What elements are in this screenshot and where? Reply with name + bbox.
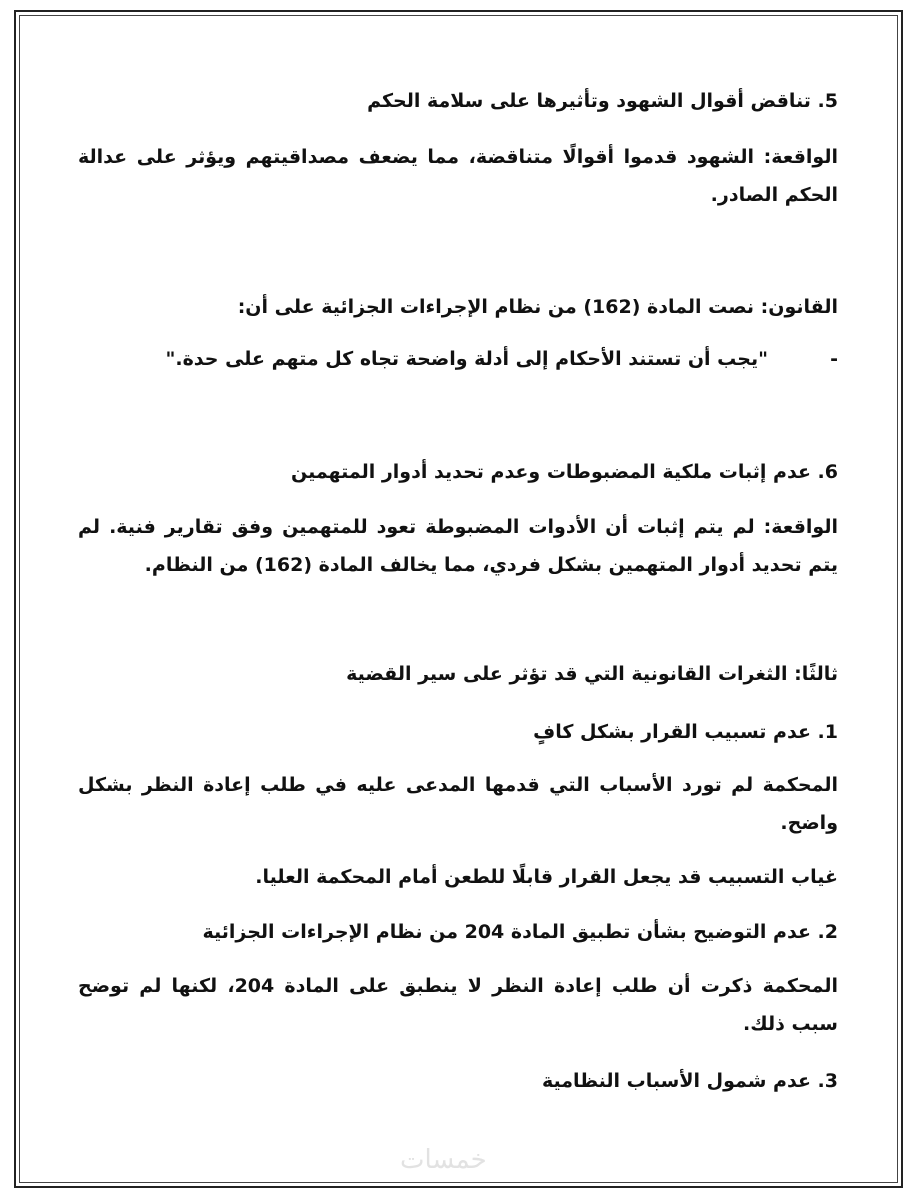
bullet-dash: - — [830, 348, 838, 370]
point-1-text: المحكمة لم تورد الأسباب التي قدمها المدعى عليه في طلب إعادة النظر بشكل واضح. — [78, 774, 838, 834]
section-5-heading: 5. تناقض أقوال الشهود وتأثيرها على سلامة الحكم — [367, 90, 838, 112]
section-6-heading: 6. عدم إثبات ملكية المضبوطات وعدم تحديد أدوار المتهمين — [290, 461, 838, 483]
point-3-heading: 3. عدم شمول الأسباب النظامية — [541, 1070, 838, 1092]
point-1-heading: 1. عدم تسبيب القرار بشكل كافٍ — [533, 721, 838, 743]
section-6-fact: الواقعة: لم يتم إثبات أن الأدوات المضبوطة تعود للمتهمين وفق تقارير فنية. لم يتم تحديد أدوار المتهمين بشكل فردي، مما يخالف المادة (162) من النظام. — [78, 516, 838, 576]
section-5-law: القانون: نصت المادة (162) من نظام الإجراءات الجزائية على أن: — [237, 296, 838, 318]
section-5-fact: الواقعة: الشهود قدموا أقوالًا متناقضة، مما يضعف مصداقيتهم ويؤثر على عدالة الحكم الصادر. — [78, 146, 838, 206]
section-5-quote: "يجب أن تستند الأحكام إلى أدلة واضحة تجاه كل متهم على حدة." — [165, 348, 768, 370]
point-2-heading: 2. عدم التوضيح بشأن تطبيق المادة 204 من نظام الإجراءات الجزائية — [202, 921, 838, 943]
point-2-text: المحكمة ذكرت أن طلب إعادة النظر لا ينطبق على المادة 204، لكنها لم توضح سبب ذلك. — [78, 975, 839, 1035]
watermark-logo: خمسات — [400, 1145, 487, 1175]
part-3-heading: ثالثًا: الثغرات القانونية التي قد تؤثر على سير القضية — [346, 663, 838, 685]
point-1-note: غياب التسبيب قد يجعل القرار قابلًا للطعن أمام المحكمة العليا. — [255, 866, 838, 888]
section-5-quote-item — [78, 340, 838, 378]
